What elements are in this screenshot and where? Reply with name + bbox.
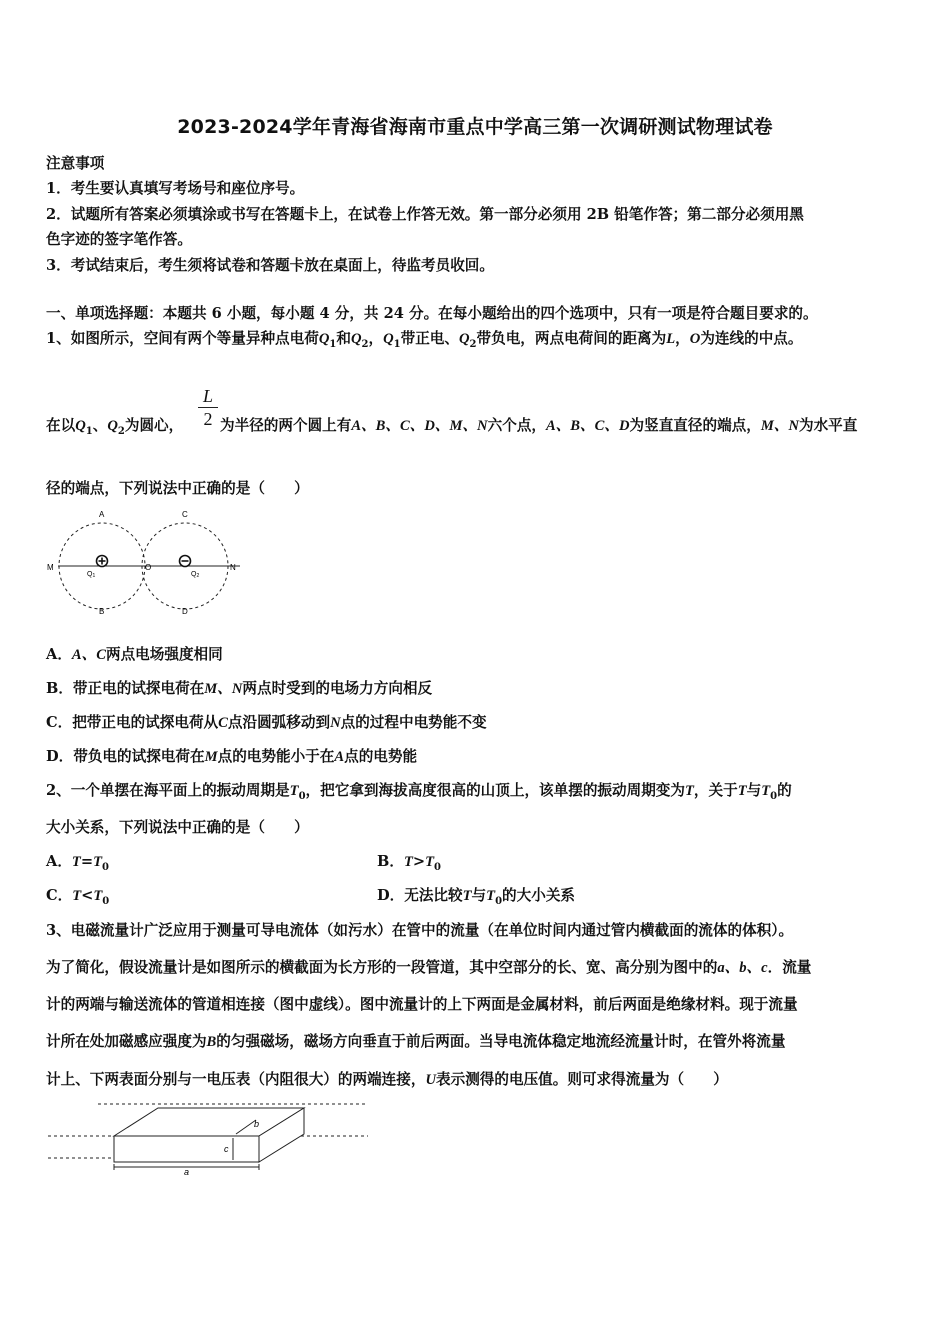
label-c: c — [224, 1144, 229, 1154]
label-B: B — [99, 607, 105, 616]
q1-option-b: B．带正电的试探电荷在M、N两点时受到的电场力方向相反 — [46, 680, 433, 697]
label-M: M — [47, 563, 54, 572]
q3-stem-line-2: 为了简化，假设流量计是如图所示的横截面为长方形的一段管道，其中空部分的长、宽、高分别为图中的a、b、c．流量 — [46, 959, 812, 976]
q1-option-a: A．A、C两点电场强度相同 — [46, 646, 223, 663]
notice-item-2: 2．试题所有答案必须填涂或书写在答题卡上，在试卷上作答无效。第一部分必须用 2B 铅笔作答；第二部分必须用黑 — [46, 206, 804, 223]
q1-stem-line-1: 1、如图所示，空间有两个等量异种点电荷$Q_1$和$Q_2$，$Q_1$带正电、$Q_2$带负电，两点电荷间的距离为L，O为连线的中点。 — [46, 330, 803, 350]
q3-flowmeter-figure — [46, 1098, 376, 1176]
label-N: N — [230, 563, 236, 572]
q2-option-a: A．$T=T_0$ — [46, 853, 109, 873]
label-D: D — [182, 607, 188, 616]
label-a: a — [184, 1167, 190, 1176]
notice-item-3: 3．考试结束后，考生须将试卷和答题卡放在桌面上，待监考员收回。 — [46, 257, 494, 274]
label-A: A — [99, 510, 105, 519]
q2-option-d: D．无法比较T与$T_0$的大小关系 — [377, 887, 576, 907]
q1-option-d: D．带负电的试探电荷在M点的电势能小于在A点的电势能 — [46, 748, 418, 765]
q1-option-c: C．把带正电的试探电荷从C点沿圆弧移动到N点的过程中电势能不变 — [46, 714, 487, 731]
q3-stem-line-4: 计所在处加磁感应强度为B的匀强磁场，磁场方向垂直于前后两面。当导电流体稳定地流经流量计时，在管外将流量 — [46, 1033, 786, 1050]
q2-option-c: C．$T<T_0$ — [46, 887, 110, 907]
q3-stem-line-5: 计上、下两表面分别与一电压表（内阻很大）的两端连接，U表示测得的电压值。则可求得流量为（ ） — [46, 1071, 728, 1088]
label-Q1: Q1 — [87, 571, 96, 579]
page-title: 2023-2024学年青海省海南市重点中学高三第一次调研测试物理试卷 — [177, 116, 773, 138]
q3-stem-line-3: 计的两端与输送流体的管道相连接（图中虚线）。图中流量计的上下两面是金属材料，前后两面是绝缘材料。现于流量 — [46, 996, 798, 1013]
label-O: O — [145, 563, 152, 572]
radius-fraction: L 2 — [196, 386, 220, 429]
q1-circles-figure — [40, 505, 250, 617]
notice-item-1: 1．考生要认真填写考场号和座位序号。 — [46, 180, 305, 197]
q1-stem-line-2a: 在以$Q_1$、$Q_2$为圆心， — [46, 417, 184, 437]
q3-stem-line-1: 3、电磁流量计广泛应用于测量可导电流体（如污水）在管中的流量（在单位时间内通过管内横截面的流体的体积）。 — [46, 922, 794, 939]
box-front-face — [114, 1136, 259, 1162]
q2-stem-line-1: 2、一个单摆在海平面上的振动周期是$T_0$，把它拿到海拔高度很高的山顶上，该单摆的振动周期变为T，关于T与$T_0$的 — [46, 782, 792, 802]
section-heading: 一、单项选择题：本题共 6 小题，每小题 4 分，共 24 分。在每小题给出的四个选项中，只有一项是符合题目要求的。 — [46, 305, 818, 322]
q1-stem-line-3: 径的端点，下列说法中正确的是（ ） — [46, 480, 309, 497]
label-Q2: Q2 — [191, 571, 200, 579]
notice-heading: 注意事项 — [46, 155, 105, 172]
label-b: b — [254, 1119, 260, 1129]
q2-option-b: B．$T>T_0$ — [377, 853, 441, 873]
q1-stem-line-2b: 为半径的两个圆上有A、B、C、D、M、N六个点，A、B、C、D为竖直直径的端点，M、N为水平直 — [220, 417, 858, 434]
notice-item-2-cont: 色字迹的签字笔作答。 — [46, 231, 192, 248]
label-C: C — [182, 510, 188, 519]
q2-stem-line-2: 大小关系，下列说法中正确的是（ ） — [46, 819, 309, 836]
